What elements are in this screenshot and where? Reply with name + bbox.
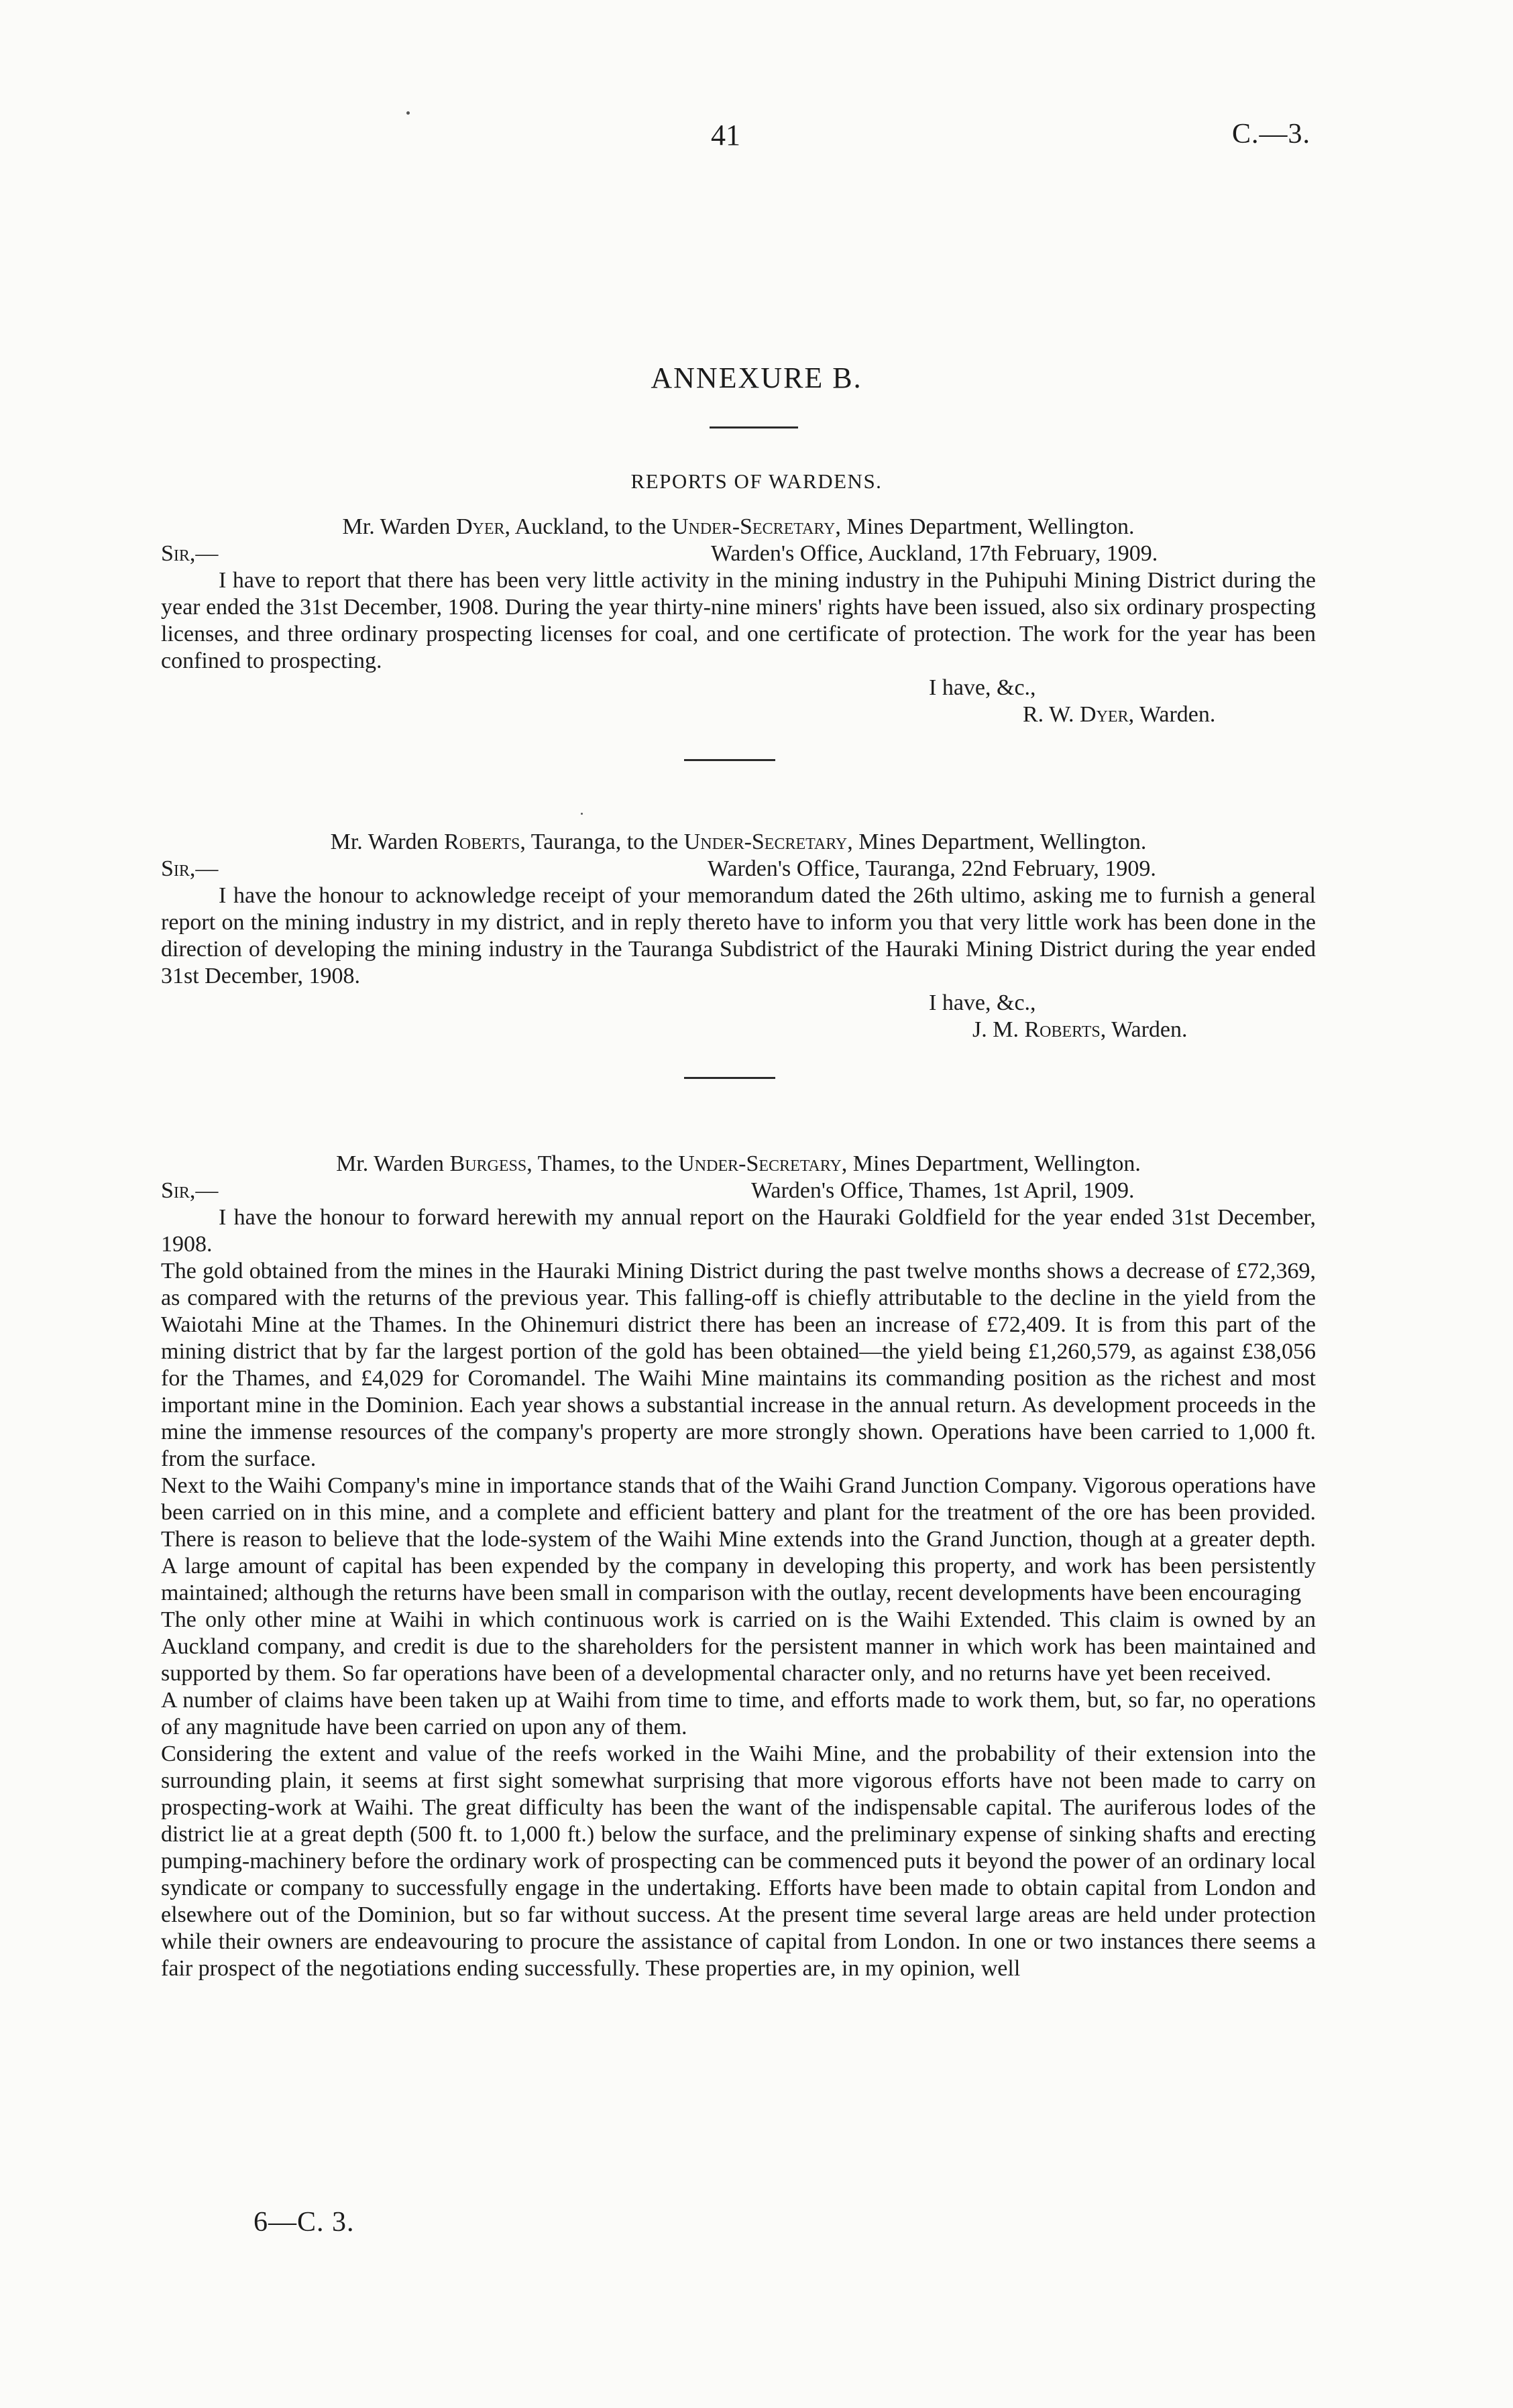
salutation: Sir,— — [161, 541, 219, 566]
report-burgess — [161, 1151, 1316, 1982]
report-paragraph: The gold obtained from the mines in the Hauraki Mining District during the past twelve months shows a decrease of £72,369, as compared with the returns of the previous year. This falling-off is chiefly attributable to the decline in the yield from the Waiotahi Mine at the Thames. In the Ohinemuri district there has been an increase of £72,409. It is from this part of the mining district that by far the largest portion of the gold has been obtained—the yield being £1,260,579, as against £38,056 for the Thames, and £4,029 for Coromandel. The Waihi Mine maintains its commanding position as the richest and most important mine in the Dominion. Each year shows a substantial increase in the annual return. As development proceeds in the mine the immense resources of the company's property are more strongly shown. Operations have been carried to 1,000 ft. from the surface. — [161, 1259, 1316, 1471]
signature: J. M. Roberts, Warden. — [972, 1017, 1188, 1042]
scan-speck — [406, 111, 410, 115]
office-date: Warden's Office, Thames, 1st April, 1909. — [751, 1178, 1135, 1203]
recipient: Under-Secretary — [671, 514, 836, 539]
report-route: Mr. Warden Roberts, Tauranga, to the Under-Secretary, Mines Department, Wellington. — [330, 829, 1147, 854]
salutation-line — [161, 1178, 1316, 1204]
document-reference: C.—3. — [1231, 119, 1310, 150]
annexure-title: ANNEXURE B. — [651, 361, 862, 394]
report-route: Mr. Warden Burgess, Thames, to the Under-Secretary, Mines Department, Wellington. — [336, 1151, 1141, 1176]
report-paragraph: The only other mine at Waihi in which continuous work is carried on is the Waihi Extended. This claim is owned by an Auckland company, and credit is due to the shareholders for the persistent manner in which work has been maintained and supported by them. So far operations have been of a developmental character only, and no returns have yet been received. — [161, 1607, 1316, 1686]
salutation-line — [161, 856, 1316, 882]
office-date: Warden's Office, Auckland, 17th February, 1909. — [711, 541, 1158, 566]
report-dyer — [161, 514, 1316, 728]
report-paragraph: Next to the Waihi Company's mine in importance stands that of the Waihi Grand Junction Company. Vigorous operations have been carried on in this mine, and a complete and efficient battery and plant for the treatment of the ore has been provided. There is reason to believe that the lode-system of the Waihi Mine extends into the Grand Junction, though at a greater depth. A large amount of capital has been expended by the company in developing this property, and work has been persistently maintained; although the returns have been small in comparison with the outlay, recent developments have been encouraging — [161, 1473, 1316, 1605]
salutation: Sir,— — [161, 1178, 219, 1203]
office-date: Warden's Office, Tauranga, 22nd February, 1909. — [708, 856, 1156, 881]
report-paragraph: I have the honour to forward herewith my annual report on the Hauraki Goldfield for the year ended 31st December, 1908. — [161, 1205, 1316, 1257]
report-route: Mr. Warden Dyer, Auckland, to the Under-Secretary, Mines Department, Wellington. — [342, 514, 1135, 539]
page-number: 41 — [711, 119, 740, 152]
salutation-line — [161, 540, 1316, 567]
report-paragraph: I have the honour to acknowledge receipt of your memorandum dated the 26th ultimo, asking me to furnish a general report on the mining industry in my district, and in reply thereto have to inform you that very little work has been done in the direction of developing the mining industry in the Tauranga Subdistrict of the Hauraki Mining District during the year ended 31st December, 1908. — [161, 883, 1316, 988]
report-paragraph: Considering the extent and value of the reefs worked in the Waihi Mine, and the probability of their extension into the surrounding plain, it seems at first sight somewhat surprising that more vigorous efforts have not been made to carry on prospecting-work at Waihi. The great difficulty has been the want of the indispensable capital. The auriferous lodes of the district lie at a great depth (500 ft. to 1,000 ft.) below the surface, and the preliminary expense of sinking shafts and erecting pumping-machinery before the ordinary work of prospecting can be commenced puts it beyond the power of an ordinary local syndicate or company to successfully engage in the undertaking. Efforts have been made to obtain capital from London and elsewhere out of the Dominion, but so far without success. At the present time several large areas are held under protection while their owners are endeavouring to procure the assistance of capital from London. In one or two instances there seems a fair prospect of the negotiations ending successfully. These properties are, in my opinion, well — [161, 1741, 1316, 1981]
scan-speck — [581, 813, 583, 815]
recipient: Under-Secretary — [683, 829, 848, 854]
section-title: REPORTS OF WARDENS. — [630, 469, 883, 493]
warden-name: Dyer — [455, 514, 505, 539]
warden-name: Burgess — [449, 1151, 527, 1176]
report-paragraph: I have to report that there has been very little activity in the mining industry in the Puhipuhi Mining District during the year ended the 31st December, 1908. During the year thirty-nine miners' rights have been issued, also six ordinary prospecting licenses, and three ordinary prospecting licenses for coal, and one certificate of protection. The work for the year has been confined to prospecting. — [161, 568, 1316, 673]
footer-signature-ref: 6—C. 3. — [254, 2207, 355, 2238]
recipient: Under-Secretary — [678, 1151, 842, 1176]
salutation: Sir,— — [161, 856, 219, 881]
closing: I have, &c., — [929, 675, 1036, 700]
title-divider — [710, 426, 798, 428]
closing: I have, &c., — [929, 990, 1036, 1015]
running-header — [0, 118, 1513, 158]
signature: R. W. Dyer, Warden. — [1023, 702, 1216, 727]
warden-name: Roberts — [444, 829, 520, 854]
report-divider — [684, 759, 775, 761]
report-roberts — [161, 829, 1316, 1043]
report-paragraph: A number of claims have been taken up at Waihi from time to time, and efforts made to work them, but, so far, no operations of any magnitude have been carried on upon any of them. — [161, 1688, 1316, 1739]
report-divider — [684, 1077, 775, 1079]
